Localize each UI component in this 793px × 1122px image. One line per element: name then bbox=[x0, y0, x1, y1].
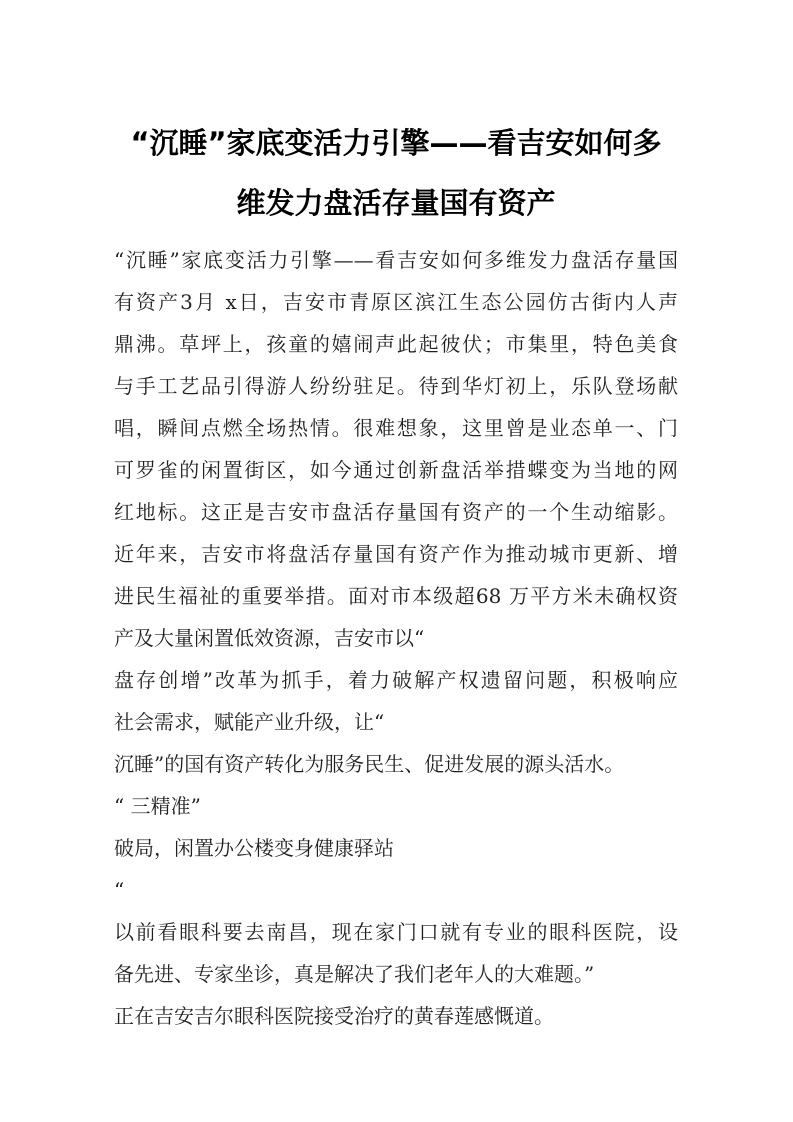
body-line: 可罗雀的闲置街区，如今通过创新盘活举措蝶变为当地的网 bbox=[114, 458, 678, 482]
body-line: 正在吉安吉尔眼科医院接受治疗的黄春莲感慨道。 bbox=[114, 1004, 554, 1028]
body-line: 以前看眼科要去南昌，现在家门口就有专业的眼科医院，设 bbox=[114, 920, 678, 944]
body-line: 红地标。这正是吉安市盘活存量国有资产的一个生动缩影。 bbox=[114, 500, 678, 524]
title-line-2: 维发力盘活存量国有资产 bbox=[236, 186, 556, 220]
body-line: 进民生福祉的重要举措。面对市本级超68 万平方米未确权资 bbox=[114, 584, 678, 608]
body-line: 盘存创增”改革为抓手，着力破解产权遗留问题，积极响应 bbox=[114, 668, 678, 692]
document-title bbox=[114, 113, 678, 233]
body-line: 有资产3月 x日，吉安市青原区滨江生态公园仿古街内人声 bbox=[114, 290, 678, 314]
title-line-1: “沉睡”家底变活力引擎——看吉安如何多 bbox=[130, 126, 662, 160]
body-line: 鼎沸。草坪上，孩童的嬉闹声此起彼伏；市集里，特色美食 bbox=[114, 332, 678, 356]
body-line: 沉睡”的国有资产转化为服务民生、促进发展的源头活水。 bbox=[114, 752, 625, 776]
body-line: 社会需求，赋能产业升级，让“ bbox=[114, 710, 385, 734]
body-line: 备先进、专家坐诊，真是解决了我们老年人的大难题。” bbox=[114, 962, 595, 986]
body-line: 唱，瞬间点燃全场热情。很难想象，这里曾是业态单一、门 bbox=[114, 416, 678, 440]
body-line: “ 三精准” bbox=[114, 794, 201, 818]
body-line: 与手工艺品引得游人纷纷驻足。待到华灯初上，乐队登场献 bbox=[114, 374, 678, 398]
body-line: 破局，闲置办公楼变身健康驿站 bbox=[114, 836, 394, 860]
body-line: 近年来，吉安市将盘活存量国有资产作为推动城市更新、增 bbox=[114, 542, 678, 566]
body-line: “ bbox=[114, 878, 125, 902]
document-body bbox=[114, 239, 678, 1037]
body-line: “沉睡”家底变活力引擎——看吉安如何多维发力盘活存量国 bbox=[114, 248, 678, 272]
body-line: 产及大量闲置低效资源，吉安市以“ bbox=[114, 626, 425, 650]
